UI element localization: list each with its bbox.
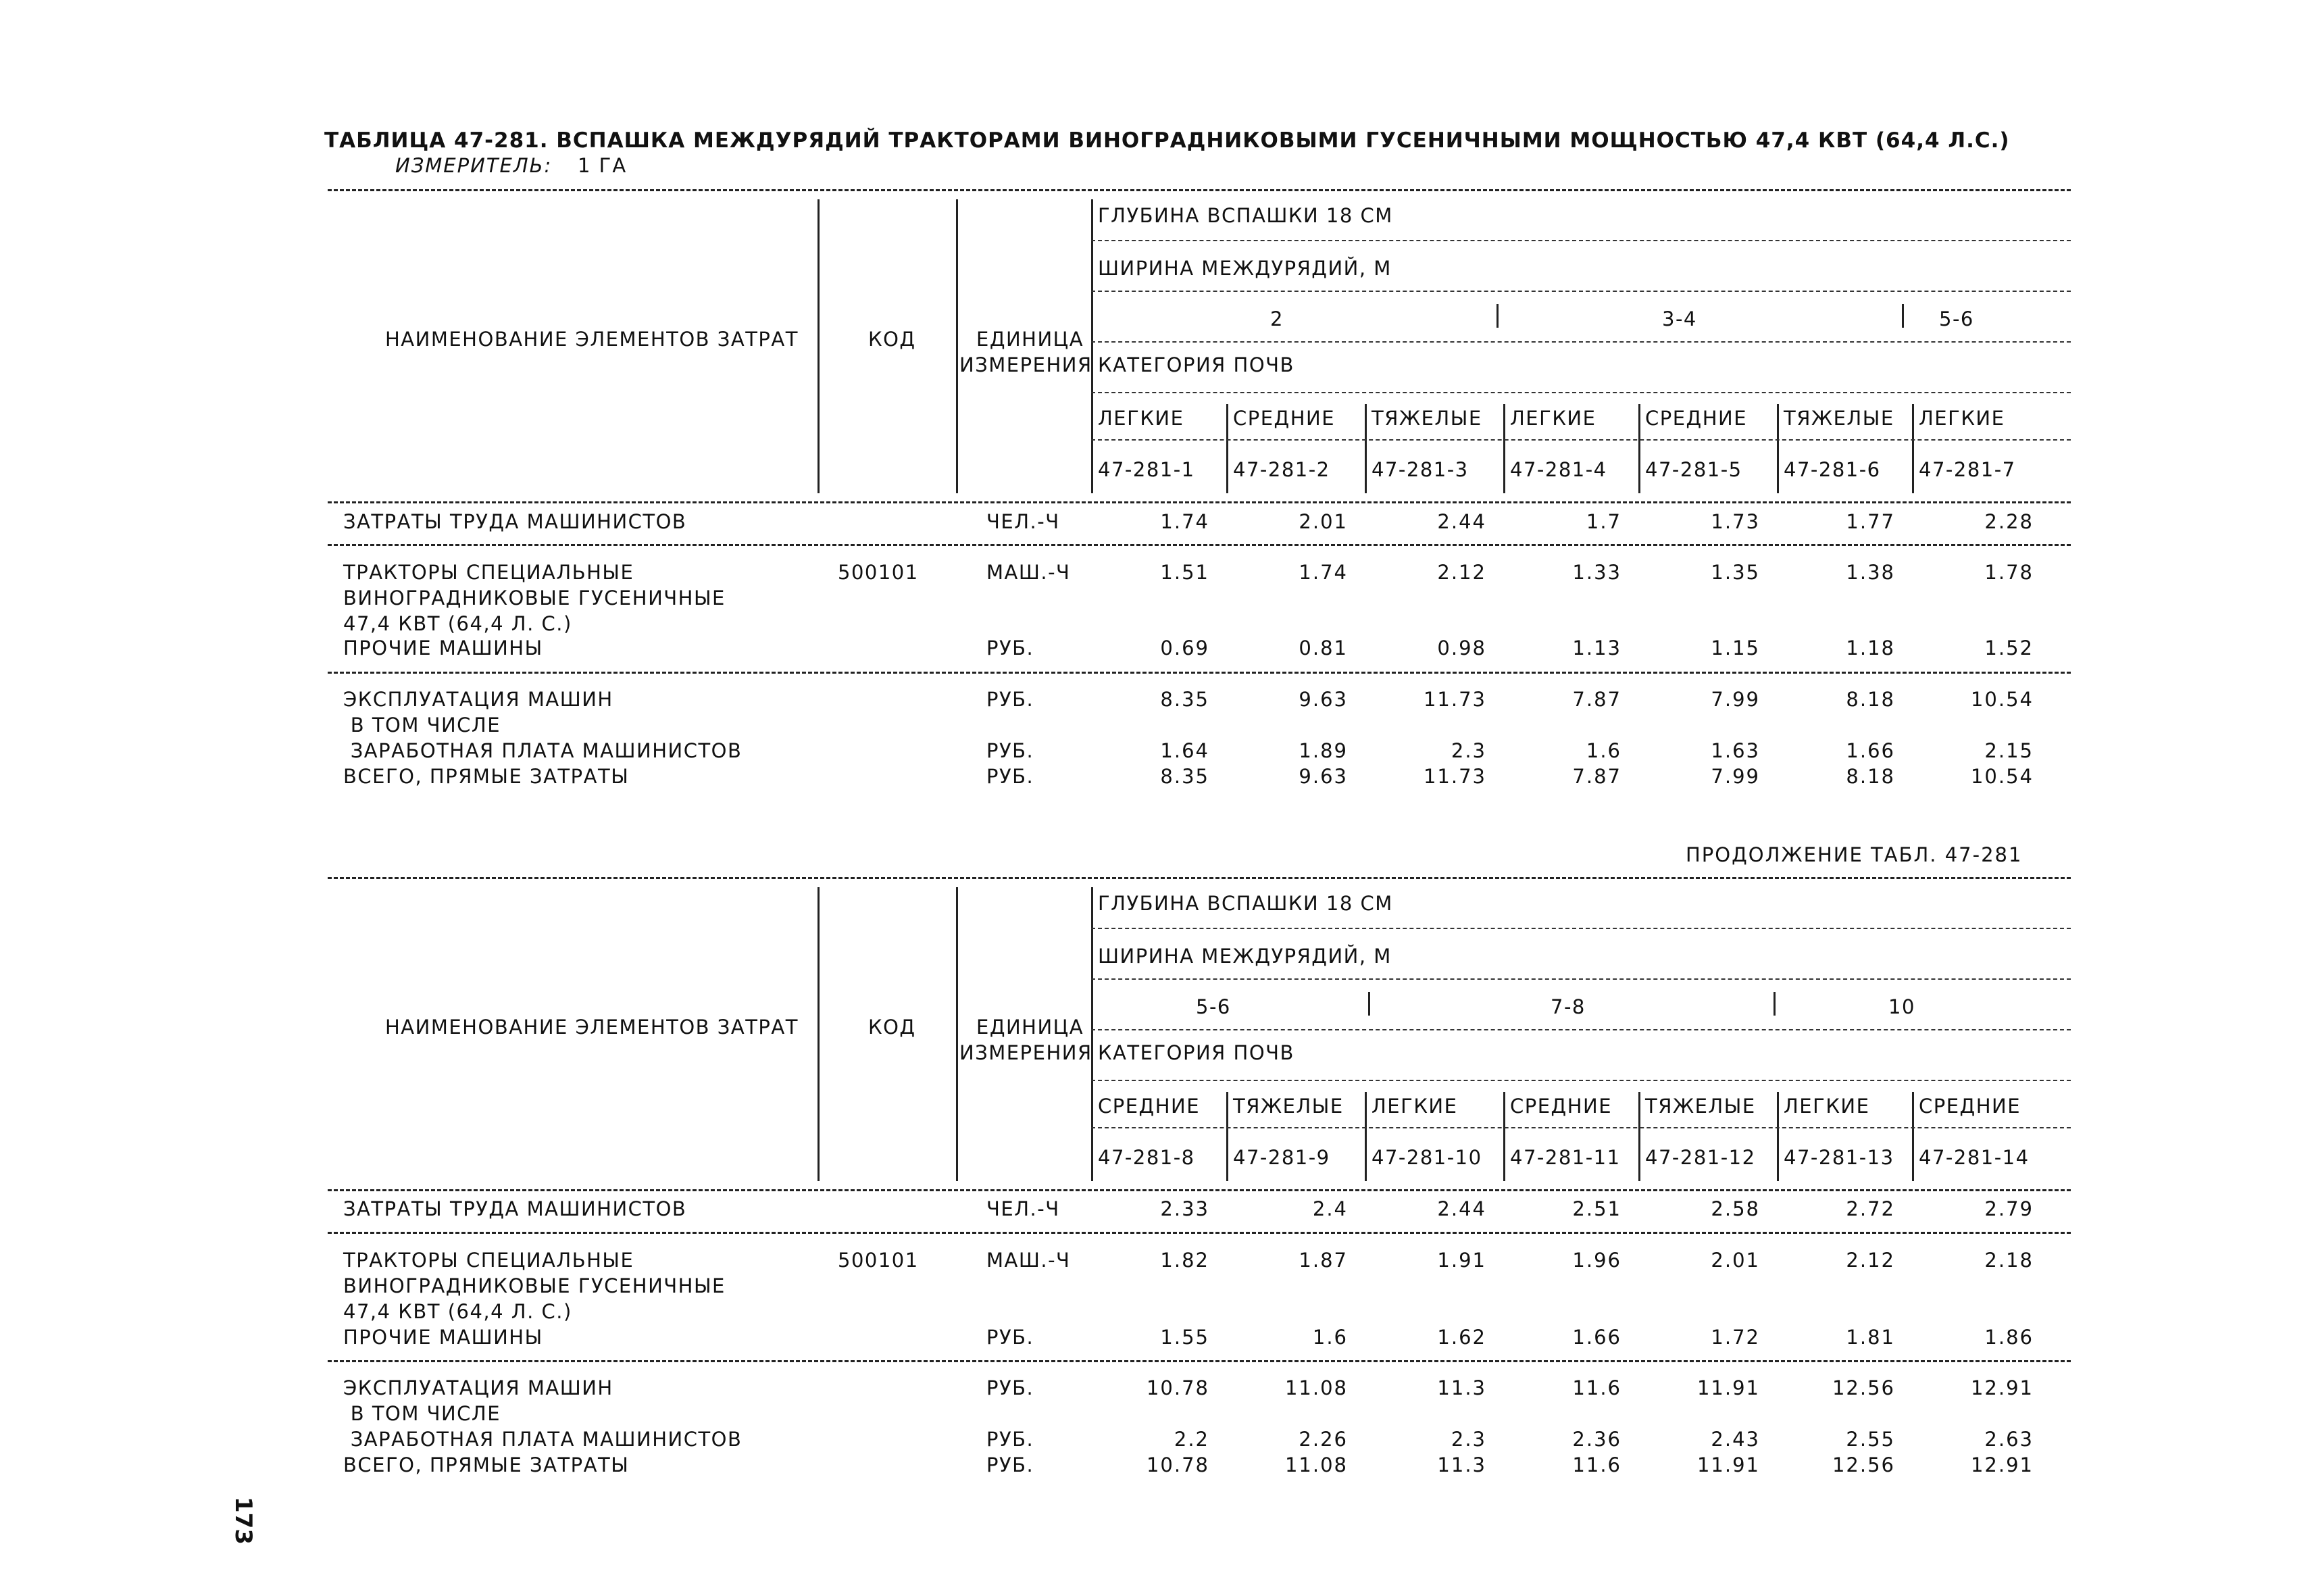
- table2-header-unit-1: ЕДИНИЦА: [976, 1016, 1084, 1039]
- table2-row-name: ВИНОГРАДНИКОВЫЕ ГУСЕНИЧНЫЕ: [343, 1274, 726, 1297]
- table1-cell-value: 1.66: [1846, 739, 1895, 762]
- table1-soil-6: ЛЕГКИЕ: [1919, 407, 2005, 430]
- table1-row-name: ВСЕГО, ПРЯМЫЕ ЗАТРАТЫ: [343, 765, 630, 788]
- table1-cell-value: 1.35: [1711, 561, 1760, 584]
- table1-depth-rule: [1091, 240, 2071, 241]
- table2-cell-value: 11.6: [1572, 1453, 1621, 1476]
- table2-cell-value: 2.12: [1846, 1249, 1895, 1272]
- table2-code-1: 47-281-9: [1233, 1146, 1330, 1169]
- table1-row-name: ТРАКТОРЫ СПЕЦИАЛЬНЫЕ: [343, 561, 634, 584]
- table2-row-name: ЗАРАБОТНАЯ ПЛАТА МАШИНИСТОВ: [343, 1428, 743, 1451]
- table1-header-bottom-rule: [328, 501, 2071, 503]
- table1-cell-value: 2.3: [1451, 739, 1486, 762]
- table2-cell-value: 2.4: [1312, 1197, 1348, 1220]
- table2-cell-value: 2.51: [1572, 1197, 1621, 1220]
- table1-cell-value: 7.99: [1711, 688, 1760, 711]
- table2-soil-divider-4: [1638, 1092, 1640, 1181]
- table2-row-unit: РУБ.: [986, 1326, 1034, 1349]
- table1-cell-value: 1.63: [1711, 739, 1760, 762]
- table2-code-2: 47-281-10: [1372, 1146, 1482, 1169]
- table1-header-row-width: ШИРИНА МЕЖДУРЯДИЙ, М: [1098, 257, 1392, 280]
- table2-cell-value: 2.63: [1984, 1428, 2034, 1451]
- table2-cell-value: 1.86: [1984, 1326, 2034, 1349]
- table1-soil-divider-1: [1226, 404, 1228, 493]
- measure-label: ИЗМЕРИТЕЛЬ:: [395, 154, 553, 177]
- table1-cell-value: 0.98: [1437, 637, 1486, 659]
- table2-divider-code: [956, 887, 958, 1181]
- table1-row-unit: РУБ.: [986, 688, 1034, 711]
- table1-row-unit: РУБ.: [986, 765, 1034, 788]
- table2-cell-value: 2.3: [1451, 1428, 1486, 1451]
- table1-soil-divider-4: [1638, 404, 1640, 493]
- table1-cell-value: 7.87: [1572, 688, 1621, 711]
- table2-row-name: ВСЕГО, ПРЯМЫЕ ЗАТРАТЫ: [343, 1453, 630, 1476]
- table2-cell-value: 2.2: [1174, 1428, 1209, 1451]
- table1-cell-value: 8.35: [1160, 765, 1209, 788]
- table1-soil-rule: [1091, 392, 2071, 393]
- table2-cell-value: 1.96: [1572, 1249, 1621, 1272]
- table2-cell-value: 2.26: [1299, 1428, 1348, 1451]
- table1-code-4: 47-281-5: [1645, 458, 1742, 481]
- table1-soil-0: ЛЕГКИЕ: [1098, 407, 1184, 430]
- table1-width-rule: [1091, 291, 2071, 292]
- table1-cell-value: 10.54: [1970, 688, 2034, 711]
- table2-depth-rule: [1091, 928, 2071, 929]
- table2-cell-value: 2.33: [1160, 1197, 1209, 1220]
- table1-cell-value: 1.33: [1572, 561, 1621, 584]
- table2-cell-value: 1.66: [1572, 1326, 1621, 1349]
- table2-width-0: 5-6: [1196, 995, 1231, 1018]
- table2-row-rule: [328, 1232, 2071, 1234]
- table2-code-6: 47-281-14: [1919, 1146, 2030, 1169]
- table1-cell-value: 7.87: [1572, 765, 1621, 788]
- table1-cell-value: 1.89: [1299, 739, 1348, 762]
- table2-soil-2: ЛЕГКИЕ: [1372, 1095, 1458, 1118]
- table2-code-4: 47-281-12: [1645, 1146, 1756, 1169]
- table1-soil-4: СРЕДНИЕ: [1645, 407, 1748, 430]
- table1-header-name: НАИМЕНОВАНИЕ ЭЛЕМЕНТОВ ЗАТРАТ: [385, 328, 799, 351]
- table1-soil-divider-3: [1503, 404, 1505, 493]
- table2-soil-0: СРЕДНИЕ: [1098, 1095, 1201, 1118]
- table1-row-name: ПРОЧИЕ МАШИНЫ: [343, 637, 543, 659]
- table2-cell-value: 10.78: [1146, 1376, 1209, 1399]
- table1-soil-divider-2: [1365, 404, 1367, 493]
- table2-row-rule: [328, 1360, 2071, 1362]
- table2-cell-value: 2.18: [1984, 1249, 2034, 1272]
- table1-row-name: 47,4 КВТ (64,4 Л. С.): [343, 612, 572, 635]
- table1-cell-value: 1.64: [1160, 739, 1209, 762]
- table1-row-name: В ТОМ ЧИСЛЕ: [343, 714, 501, 737]
- table2-soil-divider-6: [1912, 1092, 1914, 1181]
- table1-code-5: 47-281-6: [1784, 458, 1881, 481]
- table1-header-code: КОД: [868, 328, 916, 351]
- table2-header-depth: ГЛУБИНА ВСПАШКИ 18 СМ: [1098, 892, 1393, 915]
- table1-soil-5: ТЯЖЕЛЫЕ: [1784, 407, 1894, 430]
- table1-width-1: 3-4: [1662, 307, 1697, 330]
- table2-cell-value: 11.3: [1437, 1376, 1486, 1399]
- table1-row-unit: ЧЕЛ.-Ч: [986, 510, 1060, 533]
- table2-header-soil: КАТЕГОРИЯ ПОЧВ: [1098, 1041, 1294, 1064]
- table2-cell-value: 2.44: [1437, 1197, 1486, 1220]
- table2-width-divider-0: [1368, 992, 1370, 1016]
- table2-cell-value: 2.01: [1711, 1249, 1760, 1272]
- table2-cell-value: 2.79: [1984, 1197, 2034, 1220]
- table2-soil-divider-2: [1365, 1092, 1367, 1181]
- table2-width-rule: [1091, 978, 2071, 980]
- measure-value: 1 ГА: [578, 154, 628, 177]
- table1-header-unit-1: ЕДИНИЦА: [976, 328, 1084, 351]
- table1-width-0: 2: [1270, 307, 1284, 330]
- table2-cell-value: 11.6: [1572, 1376, 1621, 1399]
- table1-soil-3: ЛЕГКИЕ: [1510, 407, 1596, 430]
- table1-cell-value: 2.44: [1437, 510, 1486, 533]
- table1-cell-value: 1.78: [1984, 561, 2034, 584]
- table2-soil-1: ТЯЖЕЛЫЕ: [1233, 1095, 1344, 1118]
- table1-cell-value: 1.52: [1984, 637, 2034, 659]
- table1-divider-name: [818, 199, 820, 493]
- table1-row-unit: РУБ.: [986, 637, 1034, 659]
- table1-width-divider-0: [1496, 304, 1499, 328]
- table2-cell-value: 1.81: [1846, 1326, 1895, 1349]
- table2-header-unit-2: ИЗМЕРЕНИЯ: [959, 1041, 1092, 1064]
- table2-cell-value: 12.91: [1970, 1376, 2034, 1399]
- table2-cell-value: 2.72: [1846, 1197, 1895, 1220]
- table1-cell-value: 1.18: [1846, 637, 1895, 659]
- table2-header-row-width: ШИРИНА МЕЖДУРЯДИЙ, М: [1098, 945, 1392, 968]
- table2-soil-3: СРЕДНИЕ: [1510, 1095, 1613, 1118]
- table2-soil-5: ЛЕГКИЕ: [1784, 1095, 1870, 1118]
- table1-code-0: 47-281-1: [1098, 458, 1195, 481]
- table1-row-name: ЗАТРАТЫ ТРУДА МАШИНИСТОВ: [343, 510, 687, 533]
- table1-width-values-rule: [1091, 341, 2071, 343]
- table2-cell-value: 2.36: [1572, 1428, 1621, 1451]
- table2-soil-divider-5: [1777, 1092, 1779, 1181]
- table2-width-1: 7-8: [1551, 995, 1586, 1018]
- table2-divider-name: [818, 887, 820, 1181]
- table1-cell-value: 8.35: [1160, 688, 1209, 711]
- table2-soil-4: ТЯЖЕЛЫЕ: [1645, 1095, 1756, 1118]
- table2-cell-value: 11.3: [1437, 1453, 1486, 1476]
- table1-cell-value: 1.74: [1299, 561, 1348, 584]
- table2-cell-value: 12.91: [1970, 1453, 2034, 1476]
- table1-soil-values-rule: [1091, 439, 2071, 441]
- table1-cell-value: 0.69: [1160, 637, 1209, 659]
- table2-cell-value: 11.91: [1696, 1453, 1760, 1476]
- table2-cell-value: 1.91: [1437, 1249, 1486, 1272]
- table1-cell-value: 0.81: [1299, 637, 1348, 659]
- table1-cell-value: 1.74: [1160, 510, 1209, 533]
- table1-soil-2: ТЯЖЕЛЫЕ: [1372, 407, 1482, 430]
- table1-cell-value: 11.73: [1423, 765, 1486, 788]
- table1-cell-value: 2.12: [1437, 561, 1486, 584]
- table1-cell-value: 1.6: [1586, 739, 1621, 762]
- table2-row-unit: РУБ.: [986, 1453, 1034, 1476]
- table1-row-name: ВИНОГРАДНИКОВЫЕ ГУСЕНИЧНЫЕ: [343, 587, 726, 609]
- table1-row-rule: [328, 672, 2071, 674]
- table1-soil-1: СРЕДНИЕ: [1233, 407, 1336, 430]
- table2-soil-divider-3: [1503, 1092, 1505, 1181]
- table2-row-unit: РУБ.: [986, 1376, 1034, 1399]
- table1-cell-value: 8.18: [1846, 688, 1895, 711]
- table2-row-unit: МАШ.-Ч: [986, 1249, 1071, 1272]
- table2-cell-value: 2.55: [1846, 1428, 1895, 1451]
- table1-soil-divider-6: [1912, 404, 1914, 493]
- table1-cell-value: 1.51: [1160, 561, 1209, 584]
- table2-row-name: ПРОЧИЕ МАШИНЫ: [343, 1326, 543, 1349]
- table1-cell-value: 9.63: [1299, 688, 1348, 711]
- table1-cell-value: 8.18: [1846, 765, 1895, 788]
- table2-cell-value: 10.78: [1146, 1453, 1209, 1476]
- table1-cell-value: 2.01: [1299, 510, 1348, 533]
- table1-code-3: 47-281-4: [1510, 458, 1607, 481]
- table1-header-unit-2: ИЗМЕРЕНИЯ: [959, 353, 1092, 376]
- table2-cell-value: 12.56: [1832, 1453, 1895, 1476]
- table1-row-rule: [328, 544, 2071, 546]
- table1-cell-value: 9.63: [1299, 765, 1348, 788]
- table2-row-name: В ТОМ ЧИСЛЕ: [343, 1402, 501, 1425]
- table1-row-name: ЗАРАБОТНАЯ ПЛАТА МАШИНИСТОВ: [343, 739, 743, 762]
- table1-divider-unit: [1091, 199, 1093, 493]
- table1-divider-code: [956, 199, 958, 493]
- table2-header-code: КОД: [868, 1016, 916, 1039]
- table2-row-name: ЭКСПЛУАТАЦИЯ МАШИН: [343, 1376, 613, 1399]
- table2-row-unit: РУБ.: [986, 1428, 1034, 1451]
- table2-cell-value: 1.62: [1437, 1326, 1486, 1349]
- table2-row-unit: ЧЕЛ.-Ч: [986, 1197, 1060, 1220]
- table1-cell-value: 11.73: [1423, 688, 1486, 711]
- table2-cell-value: 11.08: [1284, 1376, 1348, 1399]
- table2-row-name: ТРАКТОРЫ СПЕЦИАЛЬНЫЕ: [343, 1249, 634, 1272]
- table1-code-2: 47-281-3: [1372, 458, 1469, 481]
- table2-cell-value: 11.91: [1696, 1376, 1760, 1399]
- table1-top-rule: [328, 189, 2071, 191]
- table1-cell-value: 2.28: [1984, 510, 2034, 533]
- table1-cell-value: 1.73: [1711, 510, 1760, 533]
- table1-cell-value: 1.13: [1572, 637, 1621, 659]
- table1-cell-value: 1.15: [1711, 637, 1760, 659]
- table2-header-bottom-rule: [328, 1189, 2071, 1191]
- table1-cell-value: 1.7: [1586, 510, 1621, 533]
- table2-width-values-rule: [1091, 1029, 2071, 1030]
- table1-header-depth: ГЛУБИНА ВСПАШКИ 18 СМ: [1098, 204, 1393, 227]
- table-title: ТАБЛИЦА 47-281. ВСПАШКА МЕЖДУРЯДИЙ ТРАКТОРАМИ ВИНОГРАДНИКОВЫМИ ГУСЕНИЧНЫМИ МОЩНОСТЬЮ 47,4 КВТ (64,4 Л.С.): [324, 128, 2010, 153]
- table2-row-name: 47,4 КВТ (64,4 Л. С.): [343, 1300, 572, 1323]
- table2-code-3: 47-281-11: [1510, 1146, 1621, 1169]
- table2-width-divider-1: [1774, 992, 1776, 1016]
- table1-cell-value: 2.15: [1984, 739, 2034, 762]
- table1-soil-divider-5: [1777, 404, 1779, 493]
- table2-cell-value: 2.43: [1711, 1428, 1760, 1451]
- table2-header-name: НАИМЕНОВАНИЕ ЭЛЕМЕНТОВ ЗАТРАТ: [385, 1016, 799, 1039]
- table2-cell-value: 12.56: [1832, 1376, 1895, 1399]
- table2-cell-value: 1.87: [1299, 1249, 1348, 1272]
- table2-cell-value: 11.08: [1284, 1453, 1348, 1476]
- continuation-label: ПРОДОЛЖЕНИЕ ТАБЛ. 47-281: [1686, 843, 2023, 866]
- table2-code-5: 47-281-13: [1784, 1146, 1894, 1169]
- table1-code-6: 47-281-7: [1919, 458, 2016, 481]
- table1-cell-value: 1.77: [1846, 510, 1895, 533]
- table1-header-soil: КАТЕГОРИЯ ПОЧВ: [1098, 353, 1294, 376]
- table1-width-2: 5-6: [1939, 307, 1974, 330]
- table1-cell-value: 10.54: [1970, 765, 2034, 788]
- table2-row-code: 500101: [838, 1249, 919, 1272]
- table2-top-rule: [328, 877, 2071, 879]
- table2-cell-value: 1.72: [1711, 1326, 1760, 1349]
- table1-row-unit: РУБ.: [986, 739, 1034, 762]
- table2-soil-divider-1: [1226, 1092, 1228, 1181]
- table2-cell-value: 1.55: [1160, 1326, 1209, 1349]
- table2-cell-value: 1.6: [1312, 1326, 1348, 1349]
- table2-soil-values-rule: [1091, 1127, 2071, 1128]
- table1-row-code: 500101: [838, 561, 919, 584]
- table1-code-1: 47-281-2: [1233, 458, 1330, 481]
- table1-row-name: ЭКСПЛУАТАЦИЯ МАШИН: [343, 688, 613, 711]
- table2-row-name: ЗАТРАТЫ ТРУДА МАШИНИСТОВ: [343, 1197, 687, 1220]
- table2-cell-value: 2.58: [1711, 1197, 1760, 1220]
- table2-width-2: 10: [1888, 995, 1915, 1018]
- table2-code-0: 47-281-8: [1098, 1146, 1195, 1169]
- table2-cell-value: 1.82: [1160, 1249, 1209, 1272]
- page-number: 173: [230, 1497, 257, 1545]
- table1-row-unit: МАШ.-Ч: [986, 561, 1071, 584]
- table1-cell-value: 1.38: [1846, 561, 1895, 584]
- table2-soil-6: СРЕДНИЕ: [1919, 1095, 2021, 1118]
- table1-width-divider-1: [1902, 304, 1904, 328]
- table2-divider-unit: [1091, 887, 1093, 1181]
- table1-cell-value: 7.99: [1711, 765, 1760, 788]
- table2-soil-rule: [1091, 1080, 2071, 1081]
